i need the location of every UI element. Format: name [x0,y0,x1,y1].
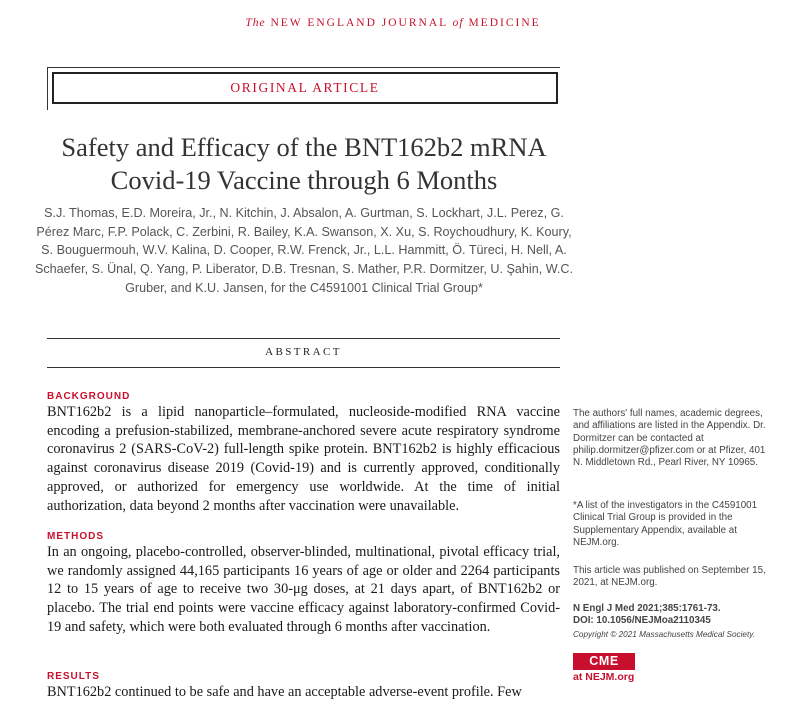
results-heading: RESULTS [47,671,100,682]
background-heading: BACKGROUND [47,391,131,402]
methods-text: In an ongoing, placebo-controlled, observer-blinded, multinational, pivotal efficacy trial, we randomly assigned 44,165 participants 16 years of age or older and 2264 participants 12 to 15 years of age to receive two 30-μg doses, at 21 days apart, of BNT162b2 or placebo. The trial end points were vaccine efficacy against laboratory-confirmed Covid-19 and safety, which were both evaluated through 6 months after vaccination. [47,544,560,635]
correspondence-note: The authors' full names, academic degrees, and affiliations are listed in the Appendix. Dr. Dormitzer can be contacted at philip.dormitzer@pfizer.com or at Pfizer, 401 N. Middletown Rd., Pearl River, NY 10965. [573,408,766,469]
copyright: Copyright © 2021 Massachusetts Medical Society. [573,630,755,639]
article-type-box [52,72,558,104]
publication-note: This article was published on September 15, 2021, at NEJM.org. [573,565,766,589]
article-type-label: ORIGINAL ARTICLE [230,80,380,95]
masthead-of: of [452,17,464,29]
author-list: S.J. Thomas, E.D. Moreira, Jr., N. Kitchin, J. Absalon, A. Gurtman, S. Lockhart, J.L. Perez, G. Pérez Marc, F.P. Polack, C. Zerbini, R. Bailey, K.A. Swanson, X. Xu, S. Roychoudhury, K. Koury, S. Bouguermouh, W.V. Kalina, D. Cooper, R.W. Frenck, Jr., L.L. Hammitt, Ö. Türeci, H. Nell, A. Schaefer, S. Ünal, Q. Yang, P. Liberator, D.B. Tresnan, S. Mather, P.R. Dormitzer, U. Şahin, W.C. Gruber, and K.U. Jansen, for the C4591001 Clinical Trial Group* [34,206,574,295]
investigators-note: *A list of the investigators in the C4591001 Clinical Trial Group is provided in the Supplementary Appendix, available at NEJM.org. [573,500,758,548]
abstract-bottom-rule [47,367,560,368]
masthead-name-1: NEW ENGLAND JOURNAL [270,17,448,29]
article-title: Safety and Efficacy of the BNT162b2 mRNA Covid-19 Vaccine through 6 Months [61,132,547,195]
abstract-heading: ABSTRACT [265,346,342,358]
abstract-top-rule [47,338,560,339]
masthead-the: The [245,17,266,29]
results-text: BNT162b2 continued to be safe and have an acceptable adverse-event profile. Few [47,684,522,700]
doi[interactable]: DOI: 10.1056/NEJMoa2110345 [573,615,711,626]
background-text: BNT162b2 is a lipid nanoparticle–formulated, nucleoside-modified RNA vaccine encoding a prefusion-stabilized, membrane-anchored severe acute respiratory syndrome coronavirus 2 (SARS-CoV-2) full-length spike protein. BNT162b2 is highly efficacious against coronavirus disease 2019 (Covid-19) and is currently approved, conditionally approved, or authorized for emergency use worldwide. At the time of initial authorization, data beyond 2 months after vaccination were unavailable. [47,404,560,514]
cme-link[interactable]: at NEJM.org [573,671,635,683]
cme-badge[interactable]: CME [573,653,635,670]
masthead-name-2: MEDICINE [468,17,541,29]
journal-masthead [0,17,786,29]
methods-heading: METHODS [47,531,104,542]
citation: N Engl J Med 2021;385:1761-73. [573,603,721,614]
